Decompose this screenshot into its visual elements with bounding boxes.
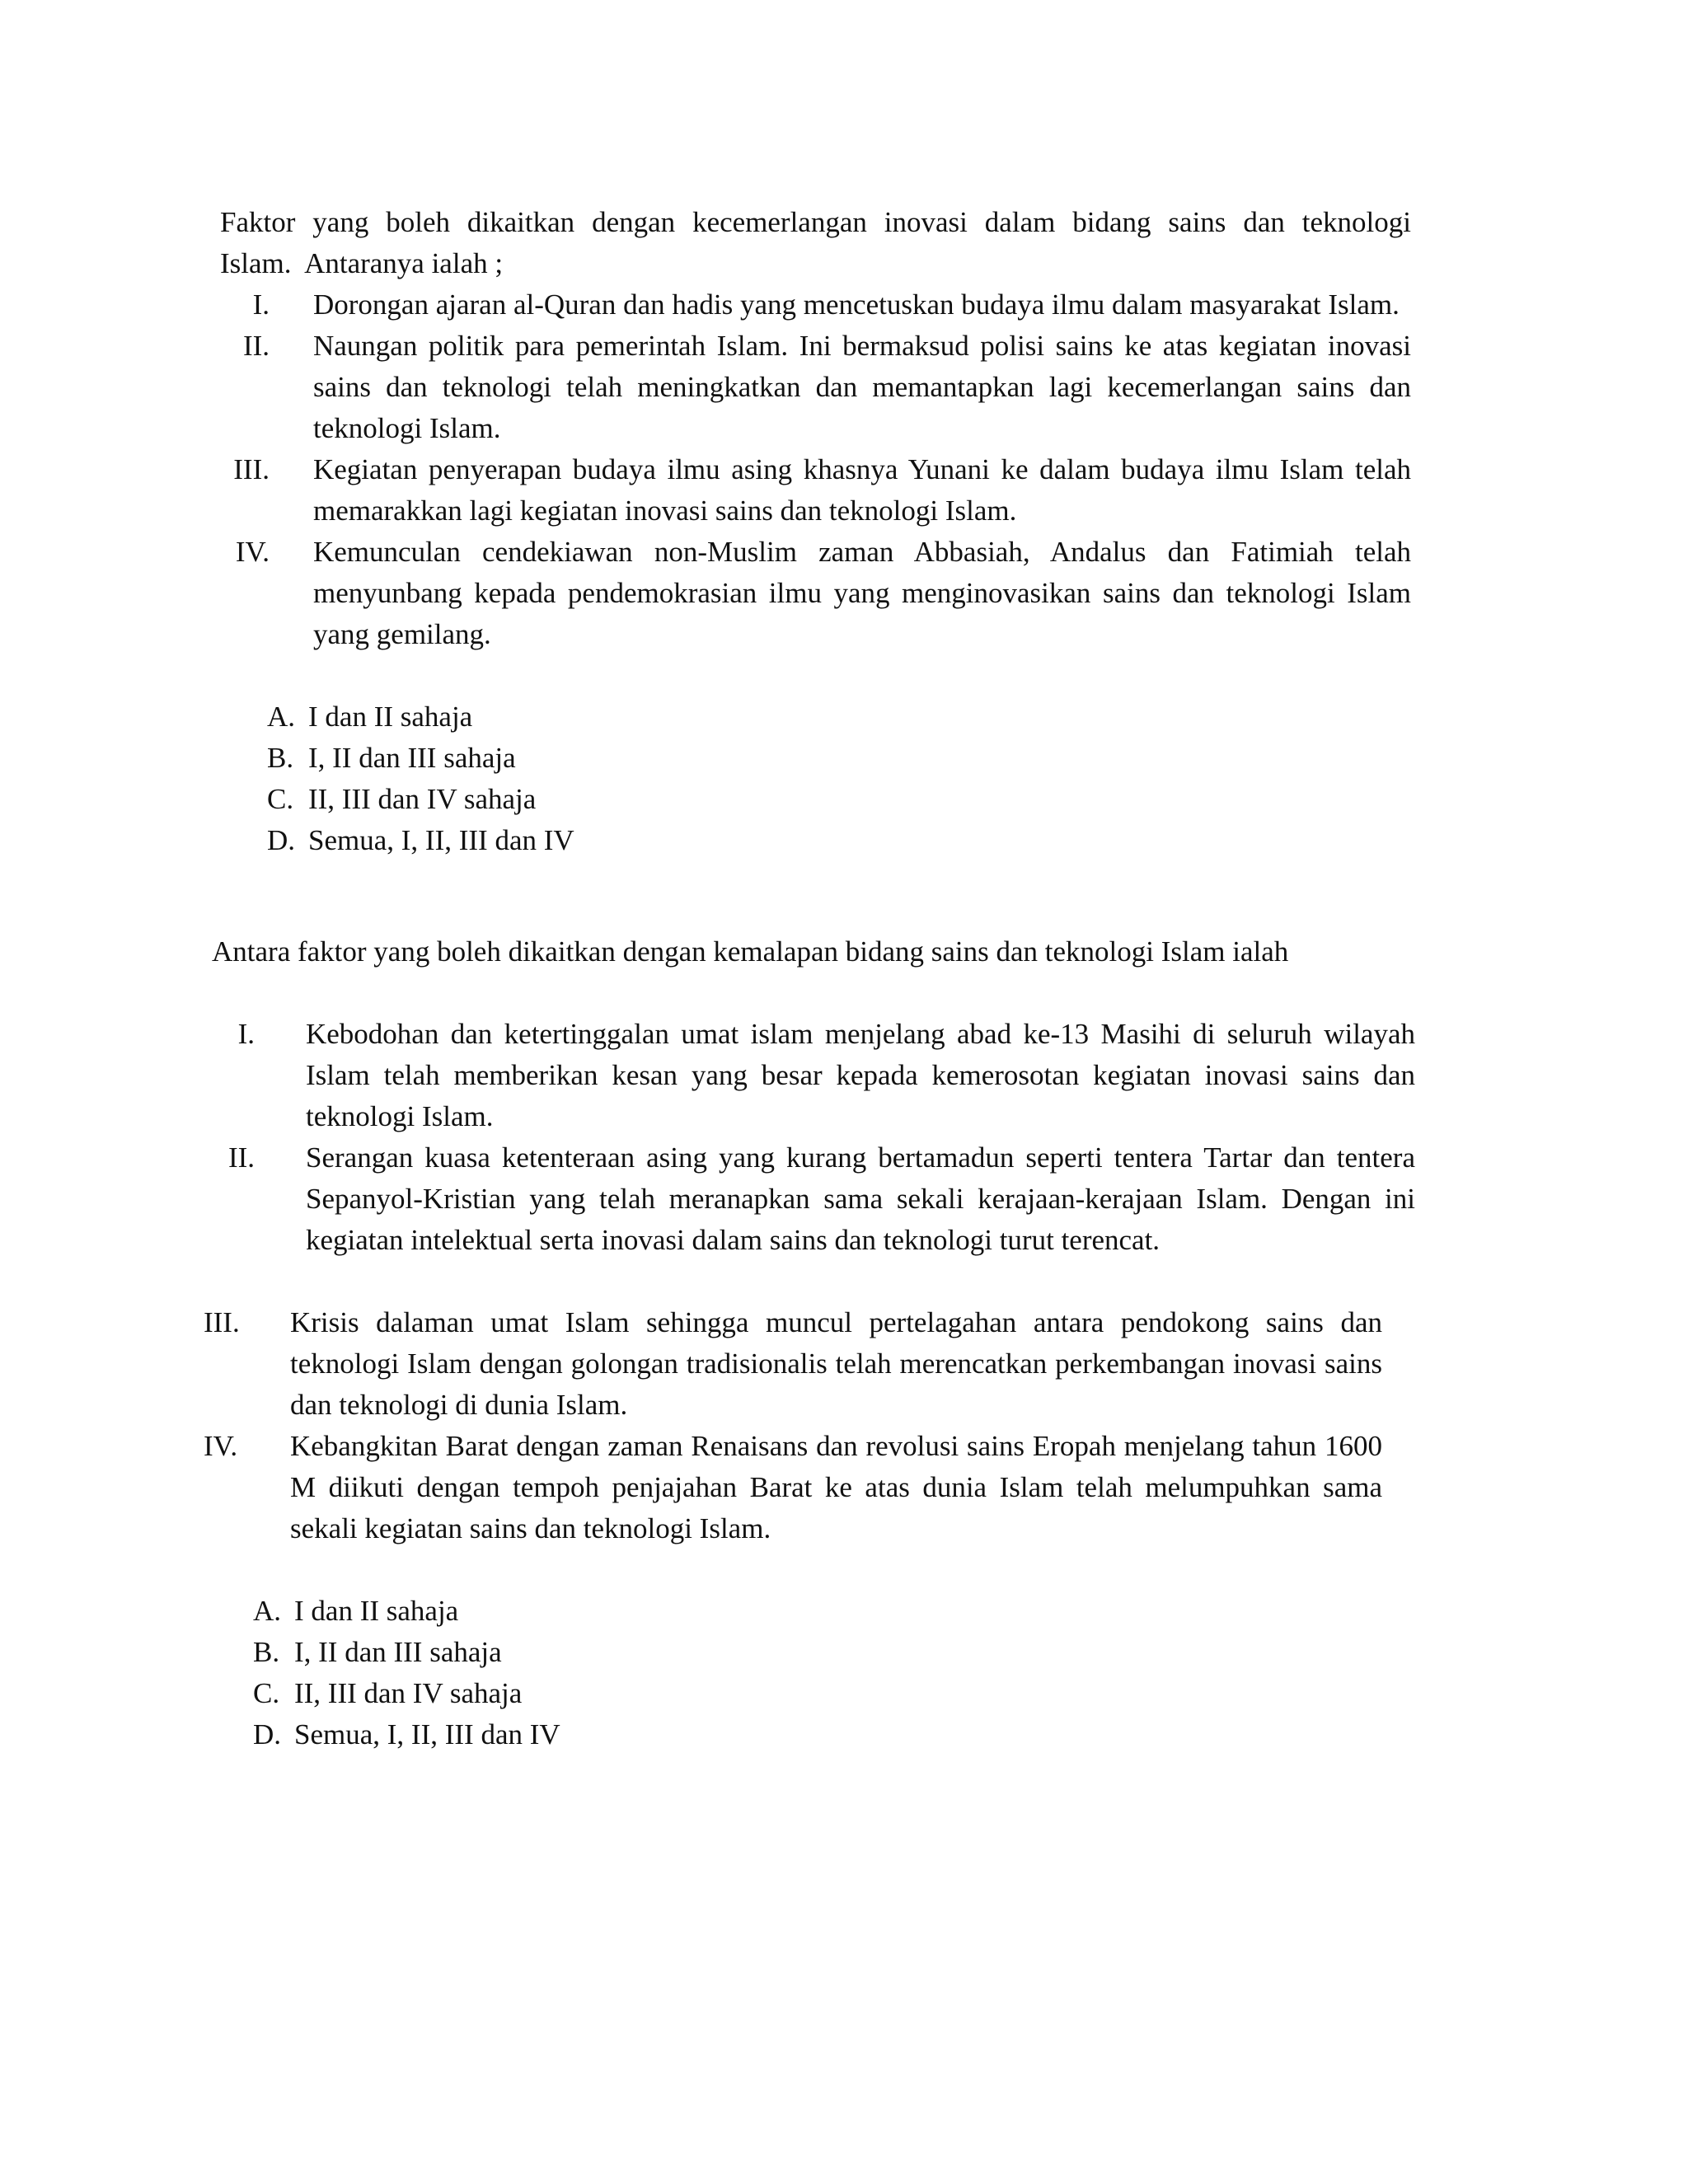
- statement-number: I.: [237, 1018, 255, 1050]
- statement-text: Kebangkitan Barat dengan zaman Renaisans dan revolusi sains Eropah menjelang tahun 1600 M diikuti dengan tempoh penjajahan Barat ke atas dunia Islam telah melumpuhkan sama sekali kegiatan sains dan teknologi Islam.: [290, 1430, 1382, 1544]
- statement-item: [204, 1302, 1415, 1426]
- statement-item: [220, 449, 1411, 532]
- statement-text: Kebodohan dan ketertinggalan umat islam menjelang abad ke-13 Masihi di seluruh wilayah Islam telah memberikan kesan yang besar kepada kemerosotan kegiatan inovasi sains dan teknologi Islam.: [306, 1018, 1415, 1132]
- statement-number: II.: [242, 330, 270, 362]
- question-2-options: [212, 1591, 1415, 1755]
- option-text: I dan II sahaja: [294, 1595, 459, 1627]
- option-text: Semua, I, II, III dan IV: [294, 1718, 560, 1750]
- statement-text: Dorongan ajaran al-Quran dan hadis yang mencetuskan budaya ilmu dalam masyarakat Islam.: [313, 288, 1400, 321]
- statement-number: IV.: [204, 1430, 238, 1462]
- spacer: [212, 972, 1415, 1014]
- statement-number: III.: [204, 1306, 240, 1338]
- option-letter: D.: [267, 824, 296, 856]
- spacer: [212, 1549, 1415, 1591]
- question-2-stem: Antara faktor yang boleh dikaitkan dengan kemalapan bidang sains dan teknologi Islam ialah: [212, 935, 1289, 968]
- option-text: I dan II sahaja: [308, 701, 473, 733]
- spacer: [212, 1261, 1415, 1302]
- question-2: [204, 931, 1415, 1755]
- statement-item: [220, 532, 1411, 655]
- option-text: II, III dan IV sahaja: [308, 783, 537, 815]
- statement-text: Krisis dalaman umat Islam sehingga muncul pertelagahan antara pendokong sains dan teknologi Islam dengan golongan tradisionalis telah merencatkan perkembangan inovasi sains dan teknologi di dunia Islam.: [290, 1306, 1382, 1421]
- spacer: [220, 655, 1411, 696]
- answer-option-a[interactable]: [212, 1591, 1415, 1632]
- answer-option-d[interactable]: [212, 1714, 1415, 1755]
- answer-option-b[interactable]: [220, 738, 1411, 779]
- option-letter: D.: [253, 1718, 282, 1750]
- question-2-statements: [204, 1014, 1415, 1549]
- statement-item: [212, 1137, 1415, 1261]
- statement-item: [220, 284, 1411, 326]
- statement-text: Serangan kuasa ketenteraan asing yang kurang bertamadun seperti tentera Tartar dan tentera Sepanyol-Kristian yang telah meranapkan sama sekali kerajaan-kerajaan Islam. Dengan ini kegiatan intelektual serta inovasi dalam sains dan teknologi turut terencat.: [306, 1141, 1415, 1256]
- statement-item: [220, 326, 1411, 449]
- option-letter: C.: [253, 1677, 280, 1709]
- question-1-stem-line-1: Faktor yang boleh dikaitkan dengan kecemerlangan inovasi dalam bidang sains dan teknologi: [220, 206, 1411, 238]
- question-1-stem-line-2: Islam. Antaranya ialah ;: [220, 247, 504, 279]
- answer-option-a[interactable]: [220, 696, 1411, 738]
- question-1-statements: [220, 284, 1411, 655]
- option-letter: C.: [267, 783, 294, 815]
- statement-number: II.: [227, 1141, 255, 1174]
- option-text: II, III dan IV sahaja: [294, 1677, 523, 1709]
- option-letter: A.: [267, 701, 296, 733]
- option-letter: B.: [267, 742, 294, 774]
- answer-option-b[interactable]: [212, 1632, 1415, 1673]
- option-letter: A.: [253, 1595, 282, 1627]
- question-1-options: [220, 696, 1411, 861]
- statement-text: Kemunculan cendekiawan non-Muslim zaman Abbasiah, Andalus dan Fatimiah telah menyunbang kepada pendemokrasian ilmu yang menginovasikan sains dan teknologi Islam yang gemilang.: [313, 536, 1411, 650]
- answer-option-d[interactable]: [220, 820, 1411, 861]
- option-text: I, II dan III sahaja: [294, 1636, 502, 1668]
- statement-item: [204, 1426, 1415, 1549]
- question-1: [220, 202, 1411, 861]
- statement-text: Kegiatan penyerapan budaya ilmu asing khasnya Yunani ke dalam budaya ilmu Islam telah memarakkan lagi kegiatan inovasi sains dan teknologi Islam.: [313, 453, 1411, 527]
- statement-item: [212, 1014, 1415, 1137]
- statement-text: Naungan politik para pemerintah Islam. Ini bermaksud polisi sains ke atas kegiatan inovasi sains dan teknologi telah meningkatkan dan memantapkan lagi kecemerlangan sains dan teknologi Islam.: [313, 330, 1411, 444]
- answer-option-c[interactable]: [220, 779, 1411, 820]
- statement-number: I.: [252, 288, 270, 321]
- question-1-stem: [220, 202, 1411, 284]
- option-letter: B.: [253, 1636, 280, 1668]
- option-text: I, II dan III sahaja: [308, 742, 516, 774]
- answer-option-c[interactable]: [212, 1673, 1415, 1714]
- option-text: Semua, I, II, III dan IV: [308, 824, 574, 856]
- statement-number: III.: [233, 453, 270, 485]
- statement-number: IV.: [235, 536, 270, 568]
